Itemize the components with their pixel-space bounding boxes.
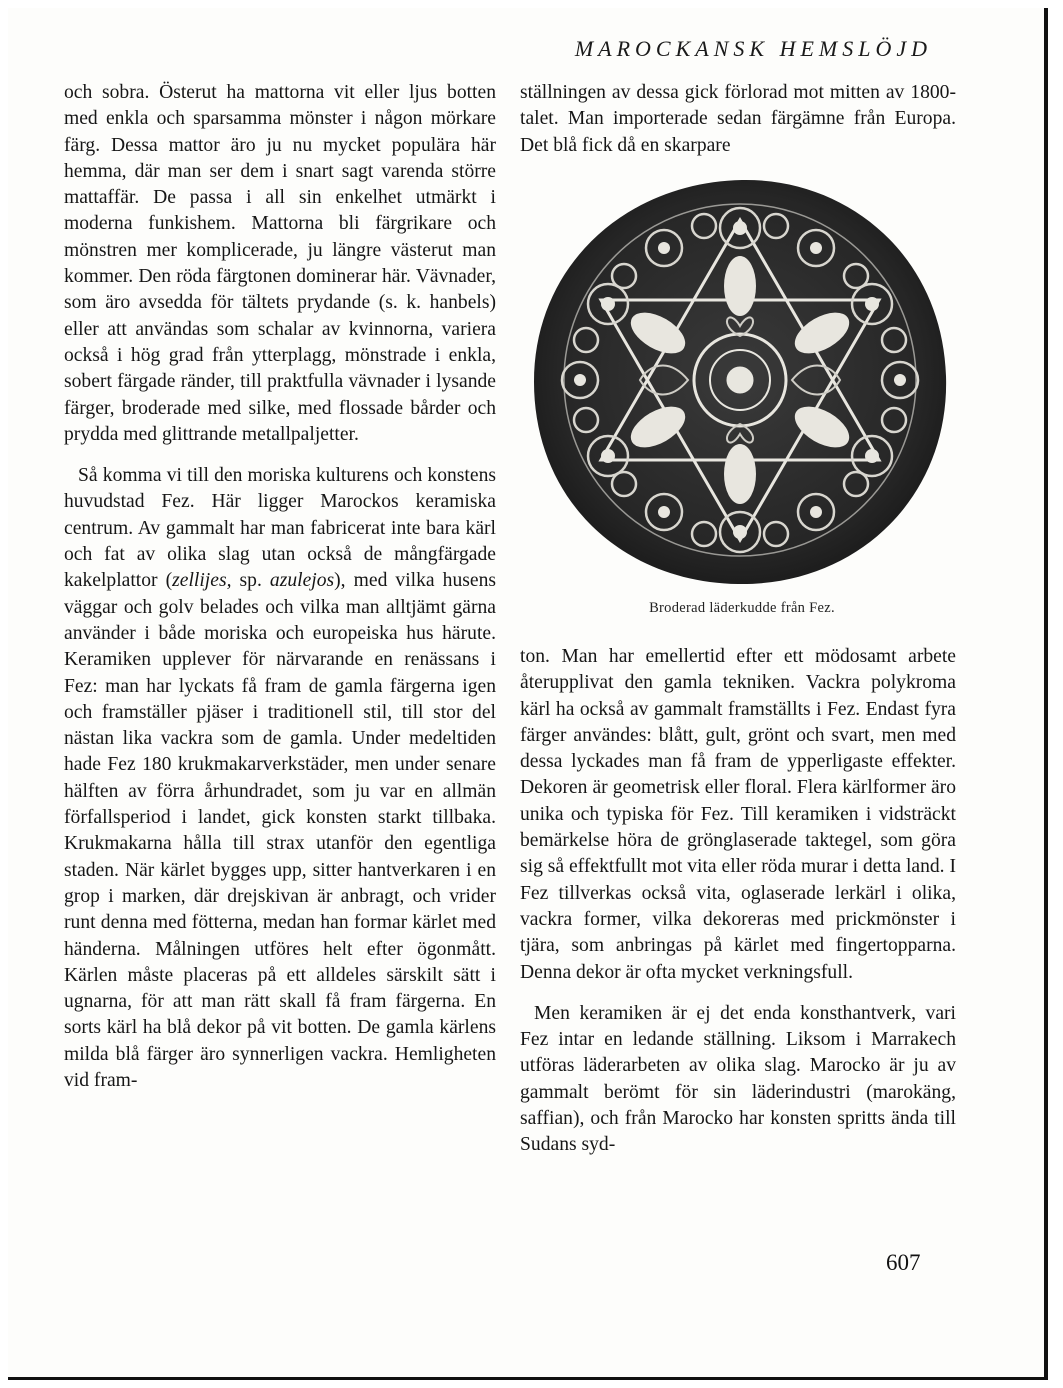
paragraph-2-text-b: sp. [231,570,270,592]
left-paragraph-1: och sobra. Österut ha mattorna vit eller ljus botten med enkla och sparsamma mönster i någon mörkare färg. Dessa mattor äro ju nu mycket populära här hemma, där man ser dem i snart sagt varenda större mattaffär. De passa i all sin enkelhet utmärkt i moderna funkishem. Mattorna bli färgrikare och mönstren mer komplicerade, ju längre västerut man kommer. Den röda färgtonen dominerar här. Vävnader, som äro avsedda för tältets prydande (s. k. hanbels) eller att användas som schalar av kvinnorna, variera också i hög grad från ytterplagg, mönstrade i enkla, sobert färgade ränder, till praktfulla vävnader i lysande färger, broderade med silke, med flossade bårder och prydda med glittrande metallpaljetter. [64,82,496,445]
left-column [64,80,496,1094]
book-page [8,8,1048,1380]
paragraph-gap [64,448,496,463]
running-header: MAROCKANSK HEMSLÖJD [574,36,932,61]
page-number: 607 [886,1250,921,1275]
right-last-paragraph: Men keramiken är ej det enda konsthantverk, vari Fez intar en ledande ställning. Liksom i Marrakech utföras läderarbeten av olika slag. Marocko är ju av gammalt berömt för sin läderindustri (marokäng, saffian), och från Marocko har konsten spritts ända till Sudans syd- [520,1002,956,1156]
paragraph-2-text-c: ), med vilka husens väggar och golv belades och vilka man alltjämt gärna använder i både moriska och europeiska hus härute. Keramiken upplever för närvarande en renässans i Fez: man har lyckats få fram de gamla färgerna igen och framställer pjäser i traditionell stil, till stor del nästan lika vackra som de gamla. Under medeltiden hade Fez 180 krukmakarverkstäder, men under senare hälften av förra århundradet, som ju var en allmän förfallsperiod i landet, gick konsten starkt tillbaka. Krukmakarna hålla till strax utanför den egentliga staden. När kärlet bygges upp, sitter hantverkaren i en grop i marken, där drejskivan är anbragt, och vrider runt denna med fötterna, medan han formar kärlet med händerna. Målningen utföres helt efter ögonmått. Kärlen måste placeras på ett alldeles särskilt sätt i ugnarna, för att man rätt skall få fram färgerna. En sorts kärl ha blå dekor på vit botten. De gamla kärlens milda blå färger äro synnerligen vackra. Hemligheten vid fram- [64,570,496,1091]
left-paragraph-2 [64,463,496,1094]
paragraph-2-italic-term-1: zellijes, [172,570,232,592]
embroidered-cushion-figure [528,176,956,592]
paragraph-2-text-a: Så komma vi till den moriska kulturens och konstens huvudstad Fez. Här ligger Marockos keramiska centrum. Av gammalt har man fabricerat inte bara kärl och fat av olika slag utan också de mångfärgade kakelplattor ( [64,465,496,592]
paragraph-gap [520,986,956,1001]
right-paragraph-after-figure: ton. Man har emellertid efter ett mödosamt arbete återupplivat den gamla tekniken. Vackra polykroma kärl ha också av gammalt framställts i Fez. Endast fyra färger användes: blått, gult, grönt och svart, men med dessa lyckades man få fram de ypperligaste effekter. Dekoren är geometrisk eller floral. Flera kärlformer äro unika och typiska för Fez. Till keramiken i vidsträckt bemärkelse höra de grönglaserade taktegel, som göra sig så effektfullt mot vita eller röda murar i detta land. I Fez tillverkas också vita, oglaserade lerkärl i olika, vackra former, vilka dekoreras med prickmönster i tjära, som anbringas på kärlet med fingertopparna. Denna dekor är ofta mycket verkningsfull. [520,646,956,983]
right-column-top [520,80,956,159]
embroidered-leather-cushion-image [528,176,956,588]
figure-caption: Broderad läderkudde från Fez. [649,600,835,616]
paragraph-2-italic-term-2: azulejos [269,570,335,592]
right-column-bottom [520,644,956,1159]
right-top-paragraph: ställningen av dessa gick förlorad mot mitten av 1800-talet. Man importerade sedan färgämne från Europa. Det blå fick då en skarpare [520,82,956,156]
